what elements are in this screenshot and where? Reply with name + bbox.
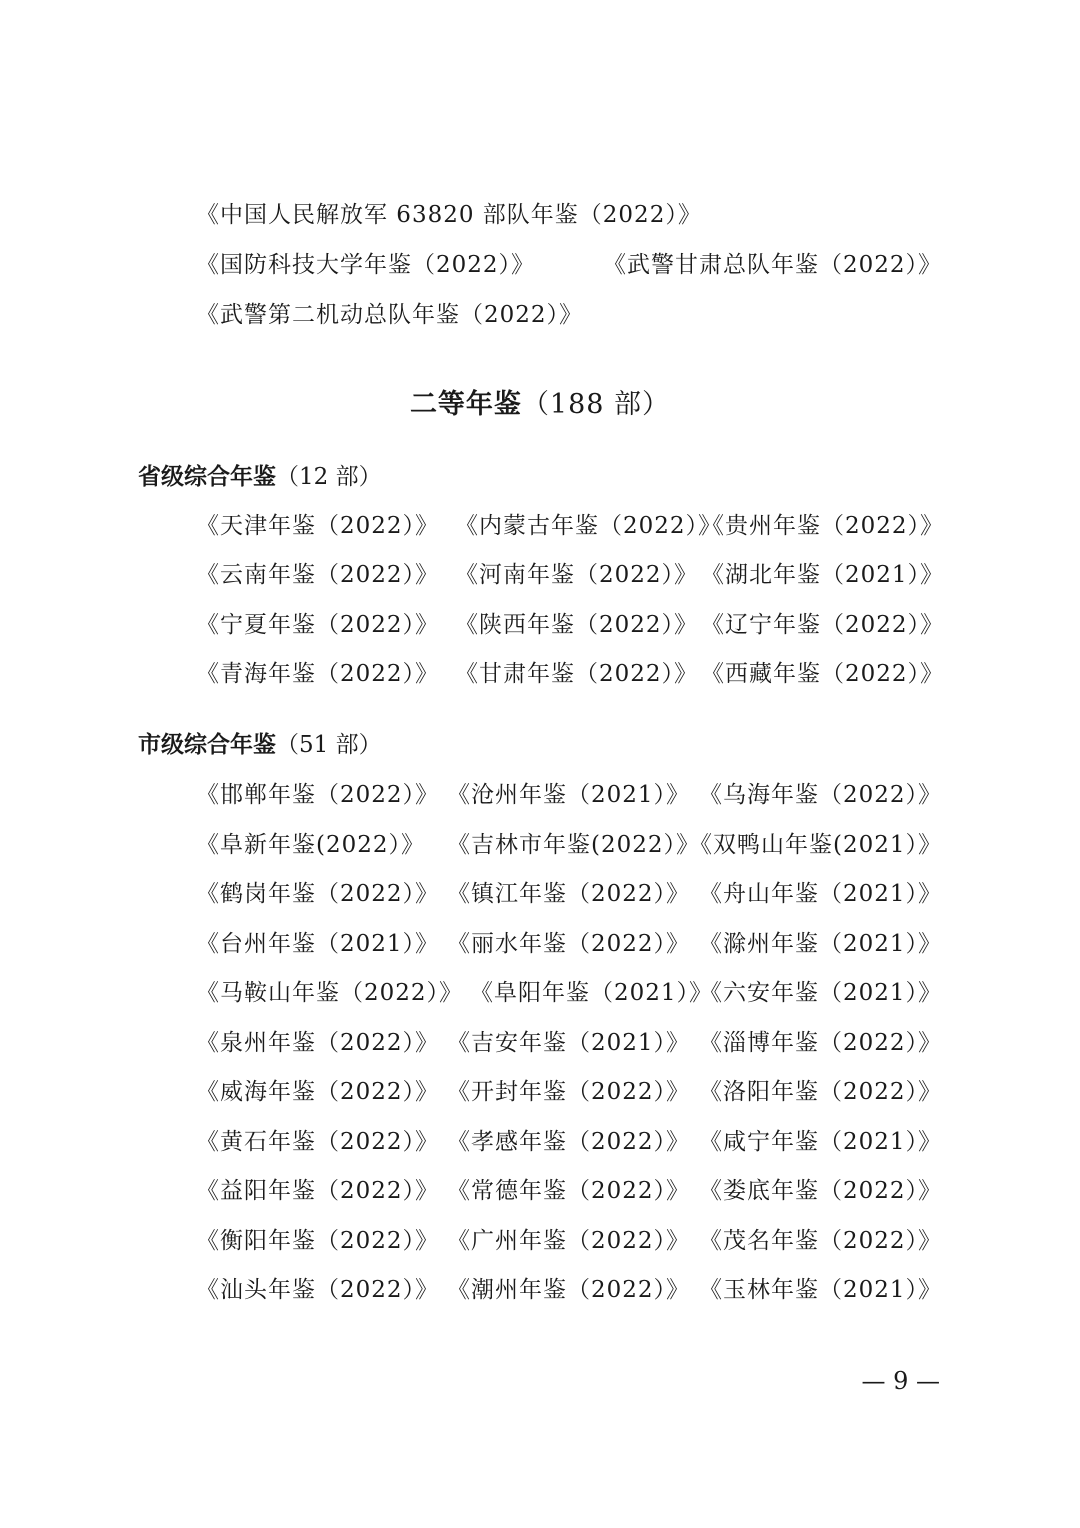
yearbook-entry: 《娄底年鉴（2022）》 (698, 1178, 942, 1204)
municipal-count: （51 部） (276, 732, 382, 758)
yearbook-entry: 《孝感年鉴（2022）》 (447, 1128, 691, 1155)
yearbook-entry: 《咸宁年鉴（2021）》 (698, 1128, 942, 1155)
yearbook-entry: 《玉林年鉴（2021）》 (698, 1277, 942, 1303)
yearbook-entry: 《内蒙古年鉴（2022）》 (455, 513, 723, 539)
yearbook-entry: 《马鞍山年鉴（2022）》 (196, 980, 464, 1006)
yearbook-entry: 《辽宁年鉴（2022）》 (700, 611, 944, 638)
yearbook-entry: 《益阳年鉴（2022）》 (196, 1178, 440, 1204)
yearbook-entry: 《台州年鉴（2021）》 (196, 930, 440, 957)
yearbook-entry: 《沧州年鉴（2021）》 (447, 782, 691, 808)
yearbook-entry: 《陕西年鉴（2022）》 (455, 611, 699, 638)
yearbook-entry: 《云南年鉴（2022）》 (196, 562, 440, 589)
yearbook-entry: 《甘肃年鉴（2022）》 (455, 660, 699, 687)
yearbook-entry: 《青海年鉴（2022）》 (196, 660, 440, 687)
yearbook-entry: 《贵州年鉴（2022）》 (700, 513, 944, 539)
yearbook-entry: 《衡阳年鉴（2022）》 (196, 1227, 440, 1254)
yearbook-entry: 《吉安年鉴（2021）》 (447, 1029, 691, 1056)
yearbook-entry: 《淄博年鉴（2022）》 (698, 1029, 942, 1056)
yearbook-entry: 《乌海年鉴（2022）》 (698, 782, 942, 808)
provincial-heading (138, 462, 382, 492)
yearbook-entry: 《武警甘肃总队年鉴（2022）》 (602, 252, 942, 278)
yearbook-entry: 《吉林市年鉴(2022）》 (447, 831, 701, 858)
section-title (0, 388, 1080, 422)
yearbook-entry: 《国防科技大学年鉴（2022）》 (196, 252, 536, 278)
yearbook-entry: 《舟山年鉴（2021）》 (698, 881, 942, 907)
yearbook-entry: 《阜新年鉴(2022）》 (196, 831, 426, 858)
municipal-heading-text: 市级综合年鉴 (138, 732, 276, 758)
yearbook-entry: 《洛阳年鉴（2022）》 (698, 1079, 942, 1105)
page-number: — 9 — (861, 1367, 940, 1395)
yearbook-entry: 《天津年鉴（2022）》 (196, 513, 440, 539)
section-title-text: 二等年鉴 (409, 389, 522, 420)
yearbook-entry: 《威海年鉴（2022）》 (196, 1079, 440, 1105)
yearbook-entry: 《泉州年鉴（2022）》 (196, 1029, 440, 1056)
yearbook-entry: 《阜阳年鉴（2021）》 (470, 980, 714, 1006)
provincial-count: （12 部） (276, 464, 382, 490)
yearbook-entry: 《丽水年鉴（2022）》 (447, 930, 691, 957)
yearbook-entry: 《常德年鉴（2022）》 (447, 1178, 691, 1204)
municipal-heading (138, 730, 382, 760)
yearbook-entry: 《武警第二机动总队年鉴（2022）》 (196, 302, 584, 328)
yearbook-entry: 《镇江年鉴（2022）》 (447, 881, 691, 907)
yearbook-entry: 《潮州年鉴（2022）》 (447, 1277, 691, 1303)
yearbook-entry: 《湖北年鉴（2021）》 (700, 562, 944, 589)
yearbook-entry: 《双鸭山年鉴(2021）》 (688, 831, 942, 858)
section-count: （188 部） (521, 389, 671, 420)
yearbook-entry: 《中国人民解放军 63820 部队年鉴（2022）》 (196, 202, 702, 228)
provincial-heading-text: 省级综合年鉴 (138, 464, 276, 490)
yearbook-entry: 《鹤岗年鉴（2022）》 (196, 881, 440, 907)
yearbook-entry: 《滁州年鉴（2021）》 (698, 930, 942, 957)
yearbook-entry: 《邯郸年鉴（2022）》 (196, 782, 440, 808)
yearbook-entry: 《六安年鉴（2021）》 (698, 980, 942, 1006)
yearbook-entry: 《河南年鉴（2022）》 (455, 562, 699, 589)
yearbook-entry: 《汕头年鉴（2022）》 (196, 1277, 440, 1303)
yearbook-entry: 《茂名年鉴（2022）》 (698, 1227, 942, 1254)
yearbook-entry: 《西藏年鉴（2022）》 (700, 660, 944, 687)
yearbook-entry: 《宁夏年鉴（2022）》 (196, 611, 440, 638)
yearbook-entry: 《黄石年鉴（2022）》 (196, 1128, 440, 1155)
yearbook-entry: 《广州年鉴（2022）》 (447, 1227, 691, 1254)
yearbook-entry: 《开封年鉴（2022）》 (447, 1079, 691, 1105)
